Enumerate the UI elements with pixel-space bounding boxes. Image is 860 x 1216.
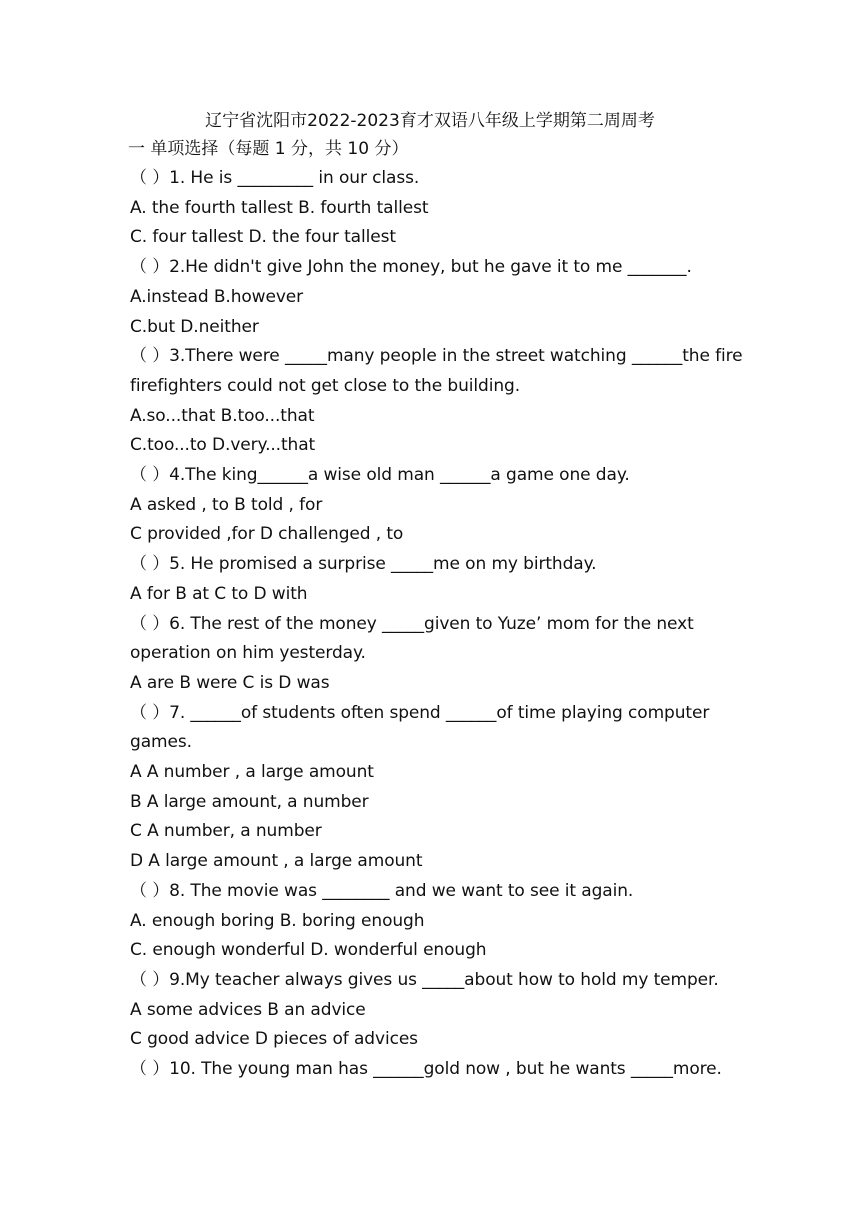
question-line: （ ）10. The young man has ______gold now , but he wants _____more. — [130, 1059, 722, 1080]
question-continuation: operation on him yesterday. — [130, 643, 366, 664]
option-line: D A large amount , a large amount — [130, 851, 423, 872]
question-line: （ ）8. The movie was ________ and we want to see it again. — [130, 880, 634, 901]
option-line: A for B at C to D with — [130, 583, 308, 604]
option-line: A asked , to B told , for — [130, 494, 323, 515]
question-line: （ ）7. ______of students often spend ______of time playing computer — [130, 702, 710, 723]
option-line: C. four tallest D. the four tallest — [130, 227, 396, 248]
option-line: C provided ,for D challenged , to — [130, 524, 404, 545]
question-continuation: games. — [130, 732, 192, 753]
option-line: A. the fourth tallest B. fourth tallest — [130, 197, 429, 218]
option-line: A are B were C is D was — [130, 672, 330, 693]
question-line: （ ）1. He is _________ in our class. — [130, 168, 420, 188]
section-heading: 一 单项选择（每题 1 分，共 10 分） — [128, 139, 409, 159]
option-line: A. enough boring B. boring enough — [130, 910, 425, 931]
question-line: （ ）9.My teacher always gives us _____about how to hold my temper. — [130, 969, 719, 990]
question-line: （ ）3.There were _____many people in the street watching ______the fire — [130, 346, 743, 367]
option-line: A some advices B an advice — [130, 999, 366, 1020]
option-line: A.so...that B.too...that — [130, 405, 315, 426]
question-line: （ ）6. The rest of the money _____given to Yuze’ mom for the next — [130, 613, 694, 634]
document-body — [130, 108, 750, 1085]
question-line: （ ）4.The king______a wise old man ______a game one day. — [130, 465, 630, 486]
question-continuation: firefighters could not get close to the building. — [130, 375, 520, 396]
option-line: C. enough wonderful D. wonderful enough — [130, 940, 487, 961]
option-line: A.instead B.however — [130, 286, 304, 307]
option-line: A A number , a large amount — [130, 762, 374, 783]
option-line: C.but D.neither — [130, 316, 259, 337]
option-line: C.too...to D.very...that — [130, 435, 316, 456]
option-line: C A number, a number — [130, 821, 322, 842]
option-line: C good advice D pieces of advices — [130, 1029, 418, 1050]
option-line: B A large amount, a number — [130, 791, 369, 812]
question-line: （ ）5. He promised a surprise _____me on my birthday. — [130, 554, 597, 575]
document-title: 辽宁省沈阳市2022-2023育才双语八年级上学期第二周周考 — [205, 111, 655, 131]
question-line: （ ）2.He didn't give John the money, but he gave it to me _______. — [130, 257, 692, 278]
